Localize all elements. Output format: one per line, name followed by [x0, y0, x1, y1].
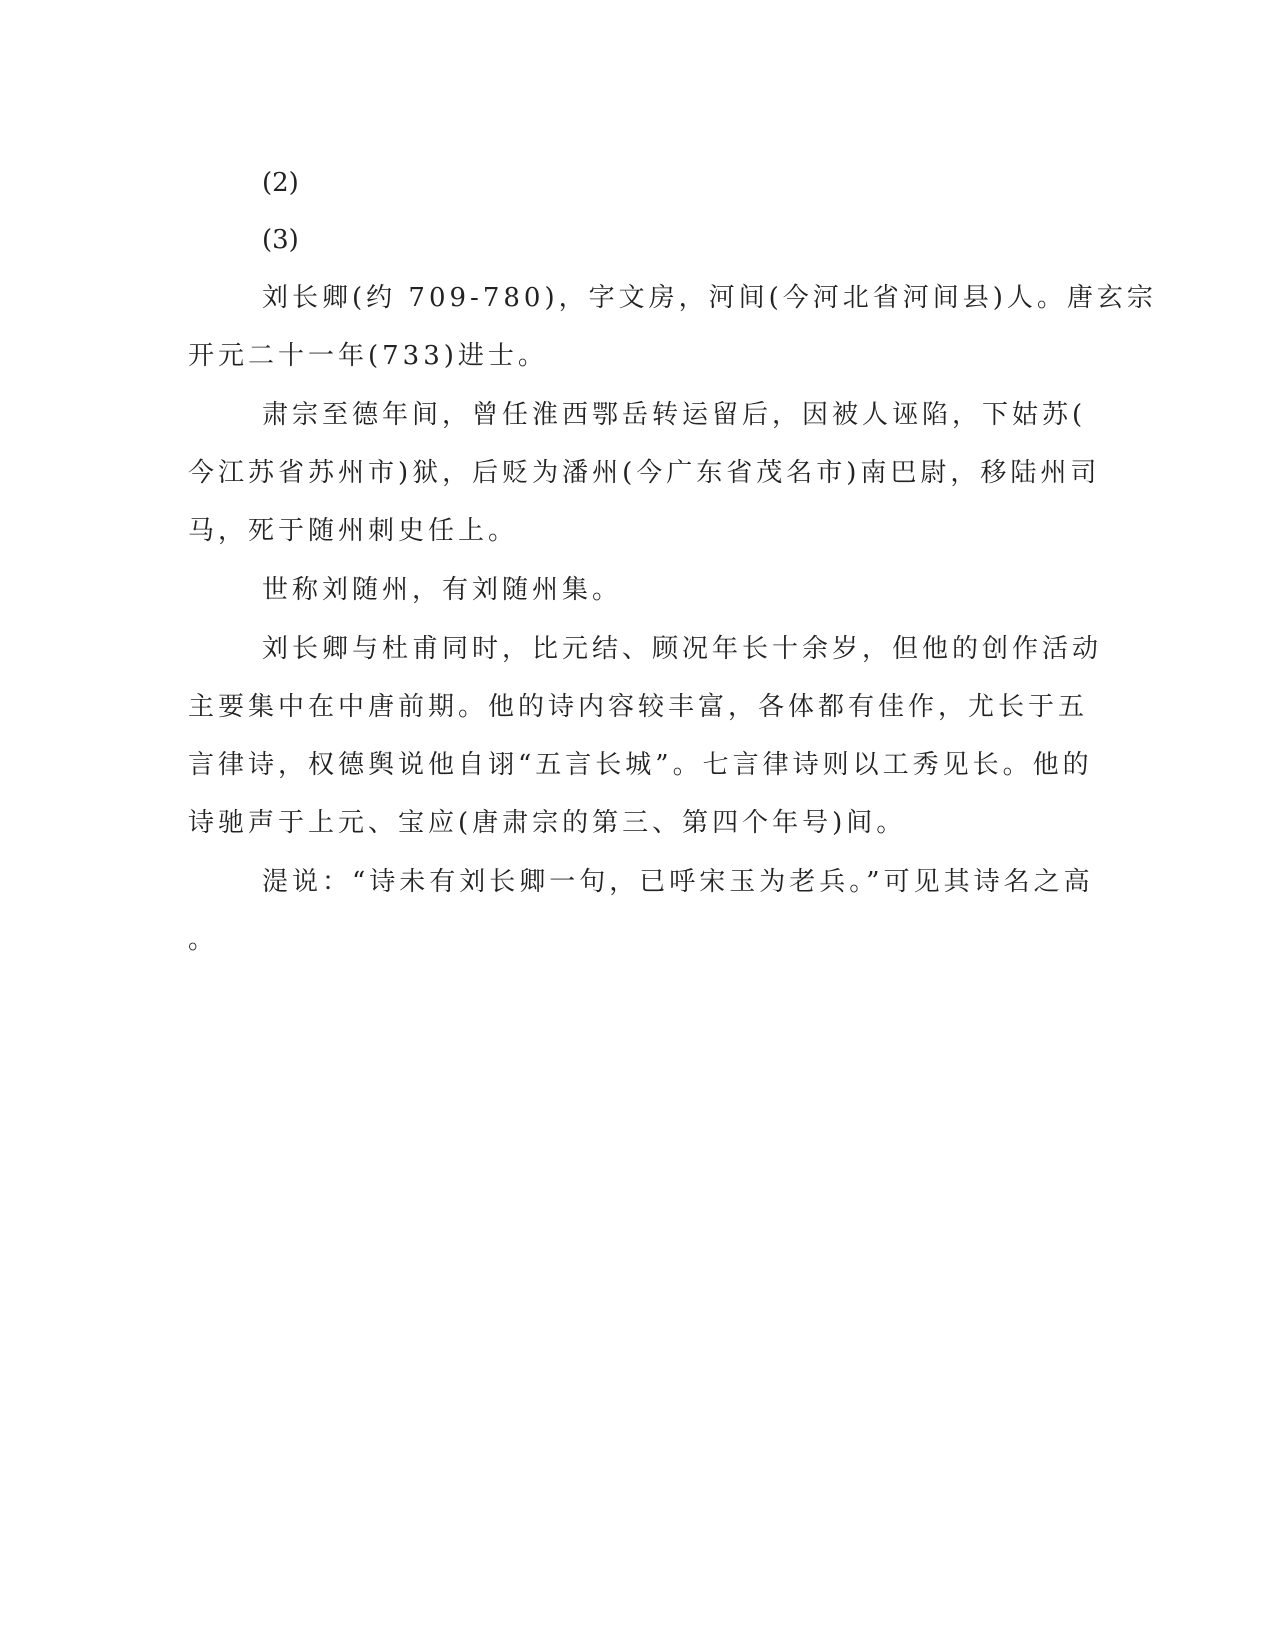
paragraph-1-line-1: 刘长卿(约 709-780)，字文房，河间(今河北省河间县)人。唐玄宗	[262, 283, 1157, 313]
paragraph-4-line-2: 主要集中在中唐前期。他的诗内容较丰富，各体都有佳作，尤长于五	[188, 692, 1089, 722]
paragraph-4-line-1: 刘长卿与杜甫同时，比元结、顾况年长十余岁，但他的创作活动	[262, 634, 1103, 664]
item-number-3: (3)	[262, 225, 299, 255]
paragraph-3-line-1: 世称刘随州，有刘随州集。	[262, 575, 623, 605]
paragraph-4-line-3: 言律诗，权德舆说他自诩“五言长城”。七言律诗则以工秀见长。他的	[188, 750, 1093, 780]
paragraph-5-line-2: 。	[188, 925, 219, 955]
paragraph-2-line-3: 马，死于随州刺史任上。	[188, 516, 519, 546]
paragraph-2-line-2: 今江苏省苏州市)狱，后贬为潘州(今广东省茂名市)南巴尉，移陆州司	[188, 458, 1101, 488]
paragraph-4-line-4: 诗驰声于上元、宝应(唐肃宗的第三、第四个年号)间。	[188, 808, 907, 838]
item-number-2: (2)	[262, 168, 299, 198]
paragraph-1-line-2: 开元二十一年(733)进士。	[188, 341, 548, 371]
paragraph-5-line-1: 湜说：“诗未有刘长卿一句，已呼宋玉为老兵。”可见其诗名之高	[262, 867, 1094, 897]
paragraph-2-line-1: 肃宗至德年间，曾任淮西鄂岳转运留后，因被人诬陷，下姑苏(	[262, 400, 1087, 430]
